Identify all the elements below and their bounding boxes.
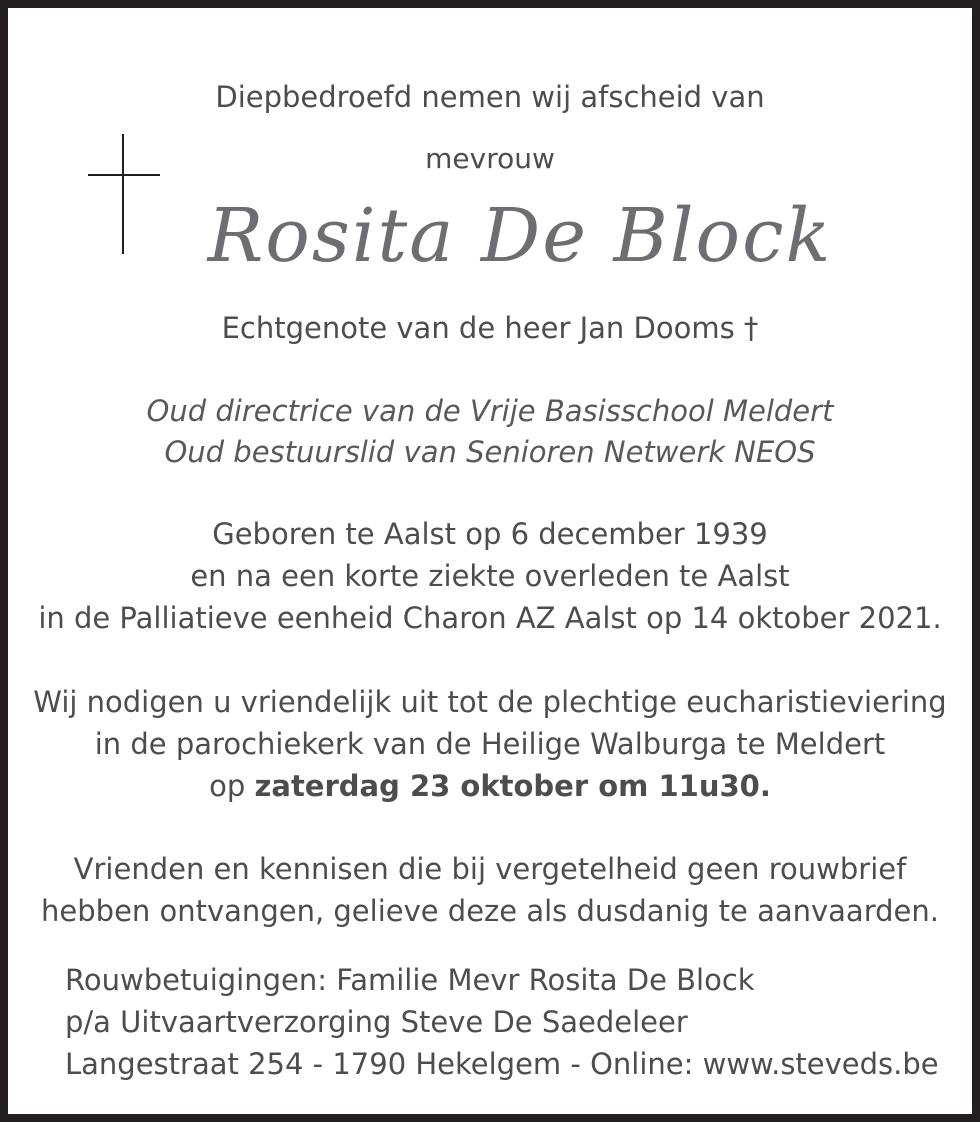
deceased-name: Rosita De Block	[207, 193, 833, 279]
title-word: mevrouw	[425, 142, 555, 175]
condolences-line: p/a Uitvaartverzorging Steve De Saedeleer	[65, 1005, 688, 1039]
invitation-date-line	[8, 768, 972, 804]
birth-death-line: en na een korte ziekte overleden te Aalst	[190, 559, 790, 593]
condolences-line: Rouwbetuigingen: Familie Mevr Rosita De Block	[65, 963, 755, 997]
friends-note-line: Vrienden en kennisen die bij vergetelheid geen rouwbrief	[73, 852, 907, 886]
friends-note-line: hebben ontvangen, gelieve deze als dusdanig te aanvaarden.	[41, 894, 939, 928]
role-line: Oud directrice van de Vrije Basisschool Meldert	[146, 394, 834, 428]
role-line: Oud bestuurslid van Senioren Netwerk NEOS	[164, 435, 816, 469]
invitation-date: zaterdag 23 oktober om 11u30.	[254, 769, 771, 803]
intro-text: Diepbedroefd nemen wij afscheid van	[215, 80, 765, 114]
invitation-line: in de parochiekerk van de Heilige Walburga te Meldert	[94, 727, 886, 761]
invitation-date-prefix: op	[209, 769, 255, 803]
spouse-line: Echtgenote van de heer Jan Dooms †	[221, 311, 759, 345]
birth-death-line: in de Palliatieve eenheid Charon AZ Aalst op 14 oktober 2021.	[38, 601, 942, 635]
condolences-line: Langestraat 254 - 1790 Hekelgem - Online: www.steveds.be	[65, 1047, 939, 1081]
birth-death-line: Geboren te Aalst op 6 december 1939	[212, 517, 768, 551]
invitation-line: Wij nodigen u vriendelijk uit tot de plechtige eucharistieviering	[33, 685, 947, 719]
